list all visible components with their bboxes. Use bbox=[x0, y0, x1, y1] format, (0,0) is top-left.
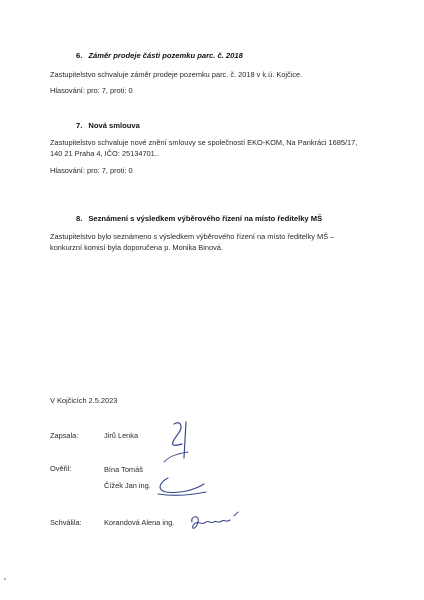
section-8-heading bbox=[76, 214, 322, 224]
signature-bina bbox=[150, 474, 210, 504]
section-6-body: Zastupitelstvo schvaluje záměr prodeje pozemku parc. č. 2018 v k.ú. Kojčice. bbox=[50, 70, 303, 79]
schvalila-label: Schválila: bbox=[50, 518, 82, 527]
place-date: V Kojčicích 2.5.2023 bbox=[50, 396, 118, 405]
section-8-body-line-2: konkurzní komisí byla doporučena p. Monika Binová. bbox=[50, 243, 223, 252]
section-8-number: 8. bbox=[76, 214, 83, 223]
overili-name-2: Čížek Jan ing. bbox=[104, 481, 151, 490]
scan-speck bbox=[4, 578, 6, 580]
section-6-title: Záměr prodeje části pozemku parc. č. 2018 bbox=[88, 51, 243, 60]
section-8-body-line-1: Zastupitelstvo bylo seznámeno s výsledkem výběrového řízení na místo ředitelky MŠ – bbox=[50, 232, 335, 241]
zapsala-label: Zapsala: bbox=[50, 431, 79, 440]
section-6-heading bbox=[76, 51, 243, 61]
section-7-body-line-1: Zastupitelstvo schvaluje nové znění smlouvy se společností EKO-KOM, Na Pankráci 1685/17, bbox=[50, 138, 358, 147]
zapsala-name: Jirů Lenka bbox=[104, 431, 139, 440]
signature-jiru bbox=[160, 418, 200, 466]
section-7-body-line-2: 140 21 Praha 4, IČO: 25134701.. bbox=[50, 149, 159, 158]
overili-label: Ověřil: bbox=[50, 464, 72, 473]
section-7-heading bbox=[76, 121, 140, 131]
schvalila-name: Korandová Alena ing. bbox=[104, 518, 175, 527]
section-7-title: Nová smlouva bbox=[88, 121, 140, 130]
section-7-number: 7. bbox=[76, 121, 83, 130]
section-7-vote: Hlasování: pro: 7, proti: 0 bbox=[50, 166, 133, 175]
signature-korandova bbox=[186, 508, 246, 534]
overili-name-1: Bína Tomáš bbox=[104, 465, 143, 474]
section-8-title: Seznámení s výsledkem výběrového řízení na místo ředitelky MŠ bbox=[88, 214, 323, 223]
section-6-vote: Hlasování: pro: 7, proti: 0 bbox=[50, 86, 133, 95]
section-6-number: 6. bbox=[76, 51, 83, 60]
